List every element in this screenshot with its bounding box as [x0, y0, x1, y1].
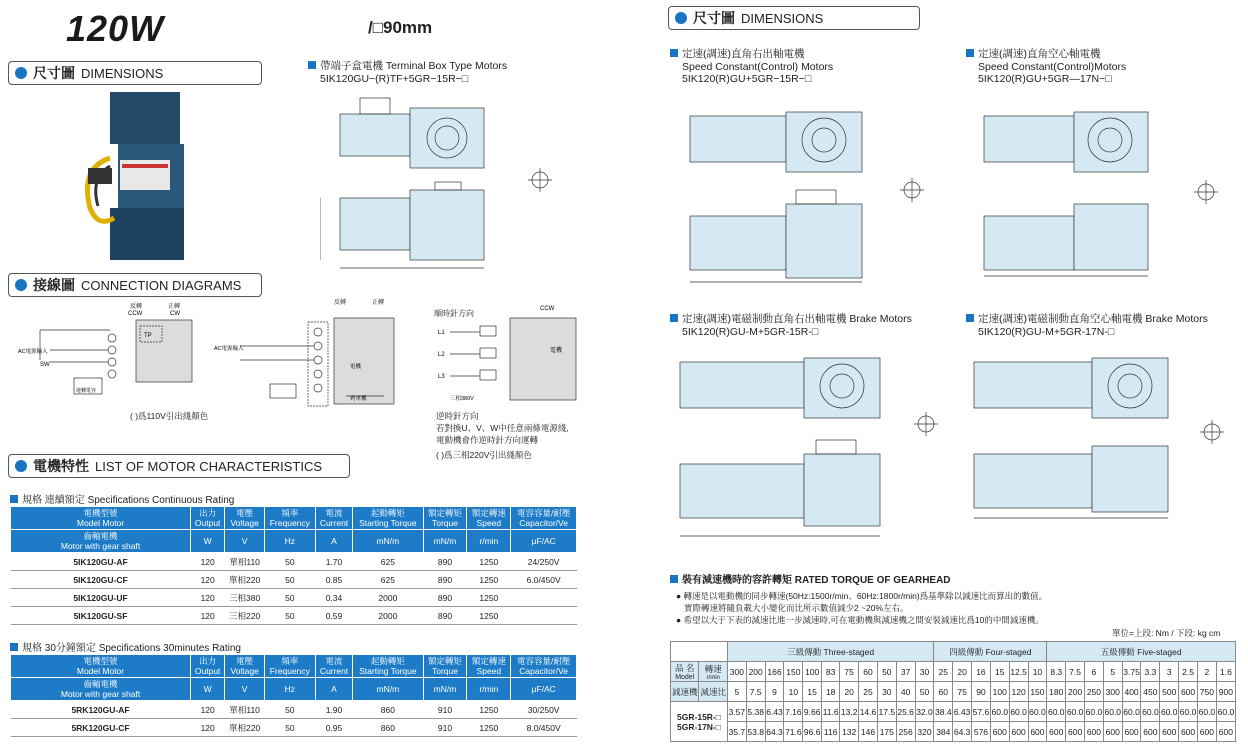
svg-text:AC電源輸入: AC電源輸入: [18, 349, 48, 355]
terminal-box-drawing: [320, 86, 565, 276]
torque-ratio-cell: 9: [765, 682, 784, 702]
spec2-header-3: 頻率 Frequency: [264, 655, 315, 678]
torque-kgcm-cell: 320: [915, 722, 934, 742]
torque-kgcm-cell: 35.7: [727, 722, 746, 742]
torque-speed-cell: 7.5: [1066, 662, 1085, 682]
spec2-header-5: 起動轉矩 Starting Torque: [353, 655, 423, 678]
torque-speed-cell: 25: [934, 662, 953, 682]
ccw-notes: 逆時針方向 若對換U、V、W中任意兩條電源綫, 電動機會作逆時針方向運轉 ( )爲三相220V引出綫顏色: [436, 411, 569, 460]
spec1-cell: 5IK120GU-UF: [11, 589, 191, 607]
spec1-cell: 50: [264, 589, 315, 607]
torque-kgcm-cell: 600: [1216, 722, 1235, 742]
spec1-header-sub-5: mN/m: [353, 530, 423, 553]
torque-kgcm-cell: 600: [1028, 722, 1047, 742]
spec1-cell: 890: [423, 607, 467, 625]
svg-text:L3: L3: [438, 374, 445, 380]
torque-kgcm-cell: 175: [877, 722, 896, 742]
torque-nm-cell: 6.43: [765, 702, 784, 722]
spec2-header-2: 電壓 Voltage: [225, 655, 265, 678]
torque-ratio-cell: 18: [822, 682, 840, 702]
torque-ratio-cell: 75: [953, 682, 972, 702]
torque-nm-cell: 60.0: [1103, 702, 1122, 722]
spec1-cell: 120: [191, 553, 225, 571]
torque-nm-cell: 3.57: [727, 702, 746, 722]
torque-nm-cell: 7.16: [784, 702, 803, 722]
spec1-cell: 0.85: [315, 571, 353, 589]
torque-ratio-cell: 30: [877, 682, 896, 702]
spec2-header-4: 電流 Current: [315, 655, 353, 678]
spec1-header-3: 頻率 Frequency: [264, 507, 315, 530]
spec1-cell: 6.0/450V: [511, 571, 577, 589]
torque-nm-cell: 60.0: [1085, 702, 1104, 722]
torque-speed-cell: 83: [822, 662, 840, 682]
spec2-cell: 910: [423, 719, 467, 737]
spec1-cell: 625: [353, 571, 423, 589]
svg-text:剎車機: 剎車機: [350, 396, 367, 402]
svg-text:反轉: 反轉: [130, 304, 143, 310]
torque-speed-cell: 2: [1197, 662, 1216, 682]
spec1-cell: 0.59: [315, 607, 353, 625]
torque-speed-label: 轉速 r/min: [699, 662, 727, 682]
spec2-header-sub-3: Hz: [264, 678, 315, 701]
spec1-title: 規格 連續額定 Specifications Continuous Rating: [10, 491, 234, 506]
spec2-header-7: 額定轉速 Speed: [467, 655, 511, 678]
spec1-cell: 50: [264, 571, 315, 589]
torque-nm-cell: 5.38: [746, 702, 765, 722]
spec1-cell: 120: [191, 571, 225, 589]
torque-ratio-cell: 400: [1122, 682, 1141, 702]
spec2-cell: 0.95: [315, 719, 353, 737]
torque-nm-cell: 25.6: [896, 702, 915, 722]
torque-kgcm-cell: 600: [1009, 722, 1028, 742]
spec1-cell: 三相380: [225, 589, 265, 607]
torque-nm-cell: 60.0: [1028, 702, 1047, 722]
section-dimensions: 尺寸圖 DIMENSIONS: [8, 61, 262, 85]
drawing-right-shaft: [676, 92, 946, 287]
torque-ratio-cell: 150: [1028, 682, 1047, 702]
svg-text:三相380V: 三相380V: [450, 396, 474, 402]
drawing-brake-right-shaft: [676, 340, 948, 545]
svg-text:CCW: CCW: [128, 311, 143, 317]
torque-ratio-cell: 750: [1197, 682, 1216, 702]
spec1-cell: 三相220: [225, 607, 265, 625]
spec1-cell: 625: [353, 553, 423, 571]
section-characteristics: 電機特性 LIST OF MOTOR CHARACTERISTICS: [8, 454, 350, 478]
spec1-cell: [511, 589, 577, 607]
spec1-header-5: 起動轉矩 Starting Torque: [353, 507, 423, 530]
torque-kgcm-cell: 71.6: [784, 722, 803, 742]
spec1-header-sub-3: Hz: [264, 530, 315, 553]
torque-kgcm-cell: 600: [990, 722, 1009, 742]
spec1-cell: 890: [423, 589, 467, 607]
spec1-cell: 單相220: [225, 571, 265, 589]
torque-nm-cell: 57.6: [972, 702, 991, 722]
torque-speed-cell: 5: [1103, 662, 1122, 682]
drawing-2-title: 定速(調速)直角空心軸電機 Speed Constant(Control)Motors 5IK120(R)GU+5GR—17N−□: [966, 48, 1126, 86]
power-title: 120W: [66, 8, 165, 49]
spec2-header-sub-4: A: [315, 678, 353, 701]
torque-speed-cell: 1.6: [1216, 662, 1235, 682]
svg-text:L1: L1: [438, 330, 445, 336]
torque-speed-cell: 12.5: [1009, 662, 1028, 682]
torque-nm-cell: 11.6: [822, 702, 840, 722]
torque-table: [670, 641, 1236, 742]
torque-kgcm-cell: 116: [822, 722, 840, 742]
torque-ratio-cell: 90: [972, 682, 991, 702]
spec1-cell: 24/250V: [511, 553, 577, 571]
spec2-header-sub-8: μF/AC: [511, 678, 577, 701]
spec2-header-sub-6: mN/m: [423, 678, 467, 701]
svg-text:反轉: 反轉: [334, 300, 347, 306]
spec1-header-sub-1: W: [191, 530, 225, 553]
bullet-icon: [15, 67, 27, 79]
torque-group-header: 三級傳動 Three-staged: [727, 642, 933, 662]
torque-ratio-cell: 250: [1085, 682, 1104, 702]
spec1-cell: 1250: [467, 607, 511, 625]
spec2-cell: 910: [423, 701, 467, 719]
spec2-cell: 1250: [467, 701, 511, 719]
spec1-row: [11, 607, 577, 625]
torque-nm-cell: 60.0: [1141, 702, 1160, 722]
torque-kgcm-cell: 256: [896, 722, 915, 742]
torque-speed-cell: 300: [727, 662, 746, 682]
torque-ratio-cell: 7.5: [746, 682, 765, 702]
frame-size: /□90mm: [368, 18, 433, 37]
torque-speed-cell: 16: [972, 662, 991, 682]
svg-text:SW: SW: [40, 362, 50, 368]
torque-speed-cell: 37: [896, 662, 915, 682]
spec1-cell: 120: [191, 607, 225, 625]
spec1-row: [11, 589, 577, 607]
spec1-header-sub-4: A: [315, 530, 353, 553]
torque-kgcm-cell: 600: [1122, 722, 1141, 742]
torque-kgcm-cell: 600: [1197, 722, 1216, 742]
torque-kgcm-cell: 53.8: [746, 722, 765, 742]
spec1-cell: 890: [423, 571, 467, 589]
spec1-cell: 5IK120GU-SF: [11, 607, 191, 625]
svg-text:AC電源輸入: AC電源輸入: [214, 346, 244, 352]
spec2-header-sub-7: r/min: [467, 678, 511, 701]
torque-ratio-cell: 15: [803, 682, 822, 702]
torque-ratio-cell: 100: [990, 682, 1009, 702]
drawing-3-title: 定速(調速)電磁制動直角右出軸電機 Brake Motors 5IK120(R)GU-M+5GR-15R-□: [670, 313, 912, 338]
spec1-cell: 1250: [467, 571, 511, 589]
torque-ratio-cell: 450: [1141, 682, 1160, 702]
svg-text:運轉電容: 運轉電容: [76, 388, 97, 394]
torque-kgcm-cell: 576: [972, 722, 991, 742]
spec2-cell: 50: [264, 701, 315, 719]
torque-nm-cell: 13.2: [840, 702, 859, 722]
svg-text:CCW: CCW: [540, 306, 555, 312]
spec1-header-sub-2: V: [225, 530, 265, 553]
spec1-header-0: 電機型號 Model Motor: [11, 507, 191, 530]
torque-ratio-cell: 500: [1160, 682, 1179, 702]
spec1-header-sub-0: 齒軸電機 Motor with gear shaft: [11, 530, 191, 553]
spec2-cell: 120: [191, 719, 225, 737]
torque-speed-cell: 166: [765, 662, 784, 682]
torque-kgcm-cell: 146: [859, 722, 878, 742]
torque-ratio-label: 減速比: [699, 682, 727, 702]
torque-group-header: 四級傳動 Four-staged: [934, 642, 1047, 662]
spec1-cell: 5IK120GU-CF: [11, 571, 191, 589]
torque-notes: ● 轉速是以電動機的同步轉速(50Hz:1500r/min、60Hz:1800r/min)爲基準除以減速比而算出的數值。 實際轉速將隨負載大小變化而比所示數值減少2 ~20%左右。 ● 希望以大于下表的減速比進一步減速時,可在電動機與減速機之間安裝減速比爲10的中間減速機。: [676, 591, 1048, 625]
spec2-row: [11, 719, 577, 737]
torque-ratio-cell: 300: [1103, 682, 1122, 702]
torque-kgcm-cell: 600: [1141, 722, 1160, 742]
svg-text:電機: 電機: [350, 364, 362, 370]
spec2-cell: 120: [191, 701, 225, 719]
torque-speed-cell: 8.3: [1047, 662, 1066, 682]
connection-diagram-single-phase: [10, 300, 200, 405]
motor-photo: [70, 88, 190, 268]
torque-speed-cell: 3.3: [1141, 662, 1160, 682]
torque-nm-cell: 60.0: [1160, 702, 1179, 722]
torque-ratio-cell: 120: [1009, 682, 1028, 702]
spec1-cell: 0.34: [315, 589, 353, 607]
spec1-cell: 1.70: [315, 553, 353, 571]
spec1-header-7: 額定轉速 Speed: [467, 507, 511, 530]
spec2-cell: 860: [353, 719, 423, 737]
drawing-brake-hollow-shaft: [970, 340, 1232, 540]
spec1-cell: 50: [264, 553, 315, 571]
torque-speed-cell: 200: [746, 662, 765, 682]
spec2-header-8: 電容容量/耐壓 Capacitor/Ve: [511, 655, 577, 678]
torque-corner: [671, 642, 728, 662]
torque-speed-cell: 15: [990, 662, 1009, 682]
spec2-title: 規格 30分鐘額定 Specifications 30minutes Rating: [10, 639, 241, 654]
torque-ratio-cell: 5: [727, 682, 746, 702]
torque-nm-cell: 60.0: [1066, 702, 1085, 722]
torque-ratio-cell: 900: [1216, 682, 1235, 702]
torque-ratio-cell: 10: [784, 682, 803, 702]
torque-unit: 單位=上段: Nm / 下段: kg cm: [1112, 628, 1221, 638]
spec1-header-4: 電流 Current: [315, 507, 353, 530]
spec2-header-6: 額定轉矩 Torque: [423, 655, 467, 678]
torque-nm-cell: 38.4: [934, 702, 953, 722]
svg-text:TP: TP: [144, 333, 152, 339]
torque-models: 5GR-15R-□ 5GR-17N-□: [671, 702, 728, 742]
torque-nm-cell: 14.6: [859, 702, 878, 722]
torque-nm-cell: 32.0: [915, 702, 934, 722]
spec2-cell: 5RK120GU-AF: [11, 701, 191, 719]
spec1-cell: 5IK120GU-AF: [11, 553, 191, 571]
torque-kgcm-cell: 600: [1066, 722, 1085, 742]
torque-group-header: 五級傳動 Five-staged: [1047, 642, 1236, 662]
spec1-cell: 50: [264, 607, 315, 625]
connection-diagram-three-phase: [430, 300, 580, 405]
spec1-header-sub-8: μF/AC: [511, 530, 577, 553]
torque-kgcm-cell: 132: [840, 722, 859, 742]
terminal-box-title: 帶端子盒電機 Terminal Box Type Motors 5IK120GU−(R)TF+5GR−15R−□: [308, 60, 507, 85]
torque-nm-cell: 9.66: [803, 702, 822, 722]
torque-speed-cell: 20: [953, 662, 972, 682]
spec1-row: [11, 571, 577, 589]
spec1-header-8: 電容容量/耐壓 Capacitor/Ve: [511, 507, 577, 530]
connection-diagram-brake: [210, 296, 400, 411]
spec2-cell: 1.90: [315, 701, 353, 719]
spec1-header-sub-6: mN/m: [423, 530, 467, 553]
torque-nm-cell: 60.0: [990, 702, 1009, 722]
torque-speed-cell: 3: [1160, 662, 1179, 682]
torque-title: 裝有減速機時的容許轉矩 RATED TORQUE OF GEARHEAD: [670, 571, 951, 586]
spec2-cell: 單相110: [225, 701, 265, 719]
spec-table-continuous: [10, 506, 577, 625]
torque-speed-cell: 2.5: [1179, 662, 1198, 682]
spec-table-30min: [10, 654, 577, 737]
spec2-cell: 860: [353, 701, 423, 719]
torque-kgcm-cell: 600: [1047, 722, 1066, 742]
spec1-cell: 120: [191, 589, 225, 607]
torque-speed-cell: 60: [859, 662, 878, 682]
torque-kgcm-cell: 600: [1179, 722, 1198, 742]
spec1-cell: 2000: [353, 607, 423, 625]
torque-speed-cell: 10: [1028, 662, 1047, 682]
torque-ratio-cell: 40: [896, 682, 915, 702]
spec1-header-1: 出力 Output: [191, 507, 225, 530]
torque-speed-cell: 150: [784, 662, 803, 682]
spec1-cell: 1250: [467, 589, 511, 607]
bullet-icon: [675, 12, 687, 24]
torque-speed-cell: 30: [915, 662, 934, 682]
torque-kgcm-cell: 64.3: [765, 722, 784, 742]
spec2-cell: 50: [264, 719, 315, 737]
torque-kgcm-cell: 600: [1160, 722, 1179, 742]
bullet-icon: [15, 279, 27, 291]
svg-text:L2: L2: [438, 352, 445, 358]
torque-kgcm-cell: 384: [934, 722, 953, 742]
spec2-header-sub-0: 齒軸電機 Motor with gear shaft: [11, 678, 191, 701]
spec1-cell: 2000: [353, 589, 423, 607]
spec1-cell: [511, 607, 577, 625]
torque-ratio-cell: 200: [1066, 682, 1085, 702]
svg-text:正轉: 正轉: [168, 304, 181, 310]
torque-ratio-cell: 180: [1047, 682, 1066, 702]
torque-nm-cell: 60.0: [1216, 702, 1235, 722]
torque-ratio-cell: 60: [934, 682, 953, 702]
svg-text:CW: CW: [170, 311, 180, 317]
spec2-cell: 單相220: [225, 719, 265, 737]
torque-speed-cell: 100: [803, 662, 822, 682]
torque-kgcm-cell: 600: [1103, 722, 1122, 742]
spec2-header-sub-1: W: [191, 678, 225, 701]
spec1-cell: 單相110: [225, 553, 265, 571]
note-110v: ( )爲110V引出綫顏色: [130, 411, 209, 421]
spec2-header-0: 電機型號 Model Motor: [11, 655, 191, 678]
torque-ratio-label: 減速機: [671, 682, 699, 702]
torque-nm-cell: 60.0: [1122, 702, 1141, 722]
spec1-header-2: 電壓 Voltage: [225, 507, 265, 530]
torque-ratio-cell: 600: [1179, 682, 1198, 702]
clockwise-title: 順時針方向: [434, 309, 474, 318]
spec2-row: [11, 701, 577, 719]
spec1-header-6: 額定轉矩 Torque: [423, 507, 467, 530]
section-connection: 接線圖 CONNECTION DIAGRAMS: [8, 273, 262, 297]
torque-nm-cell: 60.0: [1047, 702, 1066, 722]
drawing-4-title: 定速(調速)電磁制動直角空心軸電機 Brake Motors 5IK120(R)GU-M+5GR-17N-□: [966, 313, 1208, 338]
torque-kgcm-cell: 600: [1085, 722, 1104, 742]
spec1-cell: 890: [423, 553, 467, 571]
torque-nm-cell: 60.0: [1009, 702, 1028, 722]
spec1-row: [11, 553, 577, 571]
spec2-cell: 1250: [467, 719, 511, 737]
torque-nm-cell: 6.43: [953, 702, 972, 722]
torque-ratio-cell: 50: [915, 682, 934, 702]
torque-ratio-cell: 25: [859, 682, 878, 702]
spec2-header-sub-2: V: [225, 678, 265, 701]
torque-speed-cell: 3.75: [1122, 662, 1141, 682]
torque-kgcm-cell: 96.6: [803, 722, 822, 742]
bullet-icon: [15, 460, 27, 472]
drawing-1-title: 定速(調速)直角右出軸電機 Speed Constant(Control) Motors 5IK120(R)GU+5GR−15R−□: [670, 48, 833, 86]
spec2-header-sub-5: mN/m: [353, 678, 423, 701]
torque-speed-cell: 50: [877, 662, 896, 682]
torque-speed-cell: 6: [1085, 662, 1104, 682]
torque-model-label: 品 名 Model: [671, 662, 699, 682]
spec1-cell: 1250: [467, 553, 511, 571]
torque-speed-cell: 75: [840, 662, 859, 682]
spec1-header-sub-7: r/min: [467, 530, 511, 553]
spec2-header-1: 出力 Output: [191, 655, 225, 678]
torque-nm-cell: 60.0: [1179, 702, 1198, 722]
torque-nm-cell: 60.0: [1197, 702, 1216, 722]
svg-text:電機: 電機: [550, 348, 563, 354]
torque-nm-cell: 17.5: [877, 702, 896, 722]
spec2-cell: 8.0/450V: [511, 719, 577, 737]
torque-kgcm-cell: 64.3: [953, 722, 972, 742]
torque-ratio-cell: 20: [840, 682, 859, 702]
drawing-hollow-shaft: [970, 92, 1232, 287]
svg-text:正轉: 正轉: [372, 300, 385, 306]
spec2-cell: 5RK120GU-CF: [11, 719, 191, 737]
section-dimensions-right: 尺寸圖 DIMENSIONS: [668, 6, 920, 30]
spec2-cell: 30/250V: [511, 701, 577, 719]
